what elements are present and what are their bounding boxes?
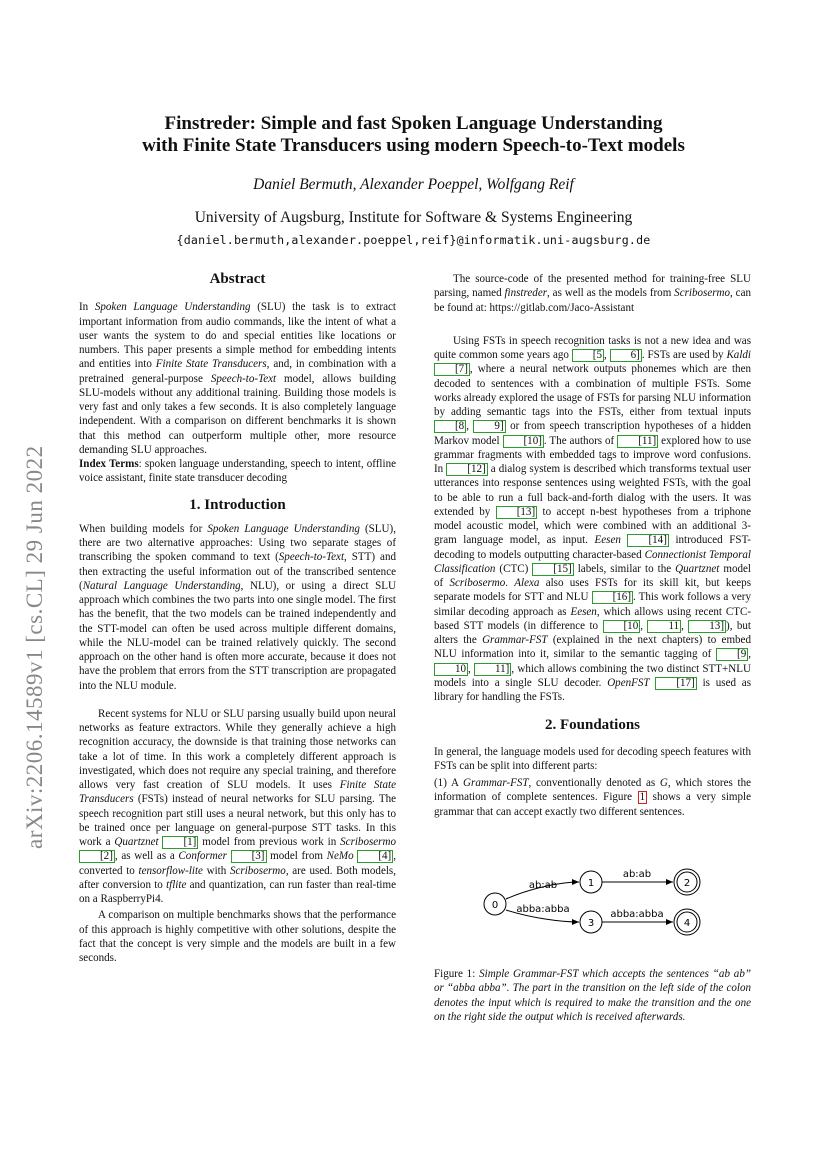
- edge-label-1-2: ab:ab: [622, 869, 652, 880]
- foundations-heading: 2. Foundations: [544, 717, 641, 734]
- state-label-0: 0: [491, 900, 499, 911]
- state-label-2: 2: [683, 878, 691, 889]
- index-terms: [79, 457, 396, 486]
- intro-paragraph-2: Recent systems for NLU or SLU parsing usually build upon neural networks as feature extractors. While they generally achieve a high recognition accuracy, the downside is that training those networks can take a lot of time. In this work a completely different approach is investigated, which does not require any special training, and therefore allows very fast creation of SLU models. It uses Finite State Transducers (FSTs) instead of neural networks for SLU parsing. The speech recognition part still uses a neural network, but this only has to be trained once per language on general-purpose STT tasks. In this work a Quartznet [1] model from previous work in Scribosermo [2] , as well as a Conformer [3] model from NeMo [4] , converted to tensorflow-lite with Scribosermo, are used. Both models, after conversion to tflite and quantization, can run faster than real-time on a RaspberryPi4.: [79, 707, 396, 905]
- source-code-paragraph: The source-code of the presented method for training-free SLU parsing, named finstreder, as well as the models from Scribosermo, can be found at: https://gitlab.com/Jaco-Assistant: [434, 273, 751, 314]
- edge-label-3-4: abba:abba: [610, 909, 664, 920]
- figure-caption-text: Simple Grammar-FST which accepts the sentences “ab ab” or “abba abba”. The part in the transition on the left side of the colon denotes the input which is required to make the transition and the one on the right side the output which is received afterwards.: [434, 968, 751, 1023]
- email: {daniel.bermuth,alexander.poeppel,reif}@informatik.uni-augsburg.de: [176, 233, 651, 247]
- introduction-heading: 1. Introduction: [189, 496, 286, 513]
- index-terms-label: Index Terms: [79, 458, 139, 470]
- figure-caption-label: Figure 1:: [434, 968, 476, 980]
- title-line-1: Finstreder: Simple and fast Spoken Language Understanding: [164, 113, 663, 134]
- foundations-paragraph-1: In general, the language models used for decoding speech features with FSTs can be split into different parts:: [434, 745, 751, 772]
- state-label-4: 4: [683, 918, 691, 929]
- figure-caption: [434, 967, 751, 1024]
- related-work-paragraph: Using FSTs in speech recognition tasks is not a new idea and was quite common some years ago [5 , 6] . FSTs are used by Kaldi [7] , where a neural network outputs phonemes which are then decoded to sentences with a combination of multiple FSTs. Some works already explored the usage of FSTs for parsing NLU information by adding semantic tags into the FSTs, either from textual inputs [8 , 9] or from speech transcription hypotheses of a hidden Markov model [10] . The authors of [11] explored how to use grammar fragments with embedded tags to improve word confusions. In [12] a dialog system is described which transforms textual user utterances into response sentences using weighted FSTs, with the goal to be able to run a full back-and-forth dialog with the users. It was extended by [13] to accept n-best hypotheses from a triphone model acoustic model, which were combined with an additional 3-gram language model, as input. Eesen [14] introduced FST-decoding to models outputting character-based Connectionist Temporal Classification (CTC) [15] labels, similar to the Quartznet model of Scribosermo. Alexa also uses FSTs for its skill kit, but keeps separate models for STT and NLU [16] . This work follows a very similar decoding approach as Eesen, which allows using recent CTC-based STT models (in difference to [10 , 11 , 13] ), but alters the Grammar-FST (explained in the next chapters) to embed NLU information into it, similar to the semantic tagging of [9 , 10 , 11] , which allows combining the two distinct STT+NLU models into a single SLU decoder. OpenFST [17] is used as library for handling the FSTs.: [434, 334, 752, 703]
- abstract-text: In Spoken Language Understanding (SLU) the task is to extract important information from audio commands, like the intent of what a user wants the system to do and special entities like locations or numbers. This paper presents a simple method for embedding intents and entities into Finite State Transducers, and, in combination with a pretrained general-purpose Speech-to-Text model, allows building SLU-models without any additional training. Building those models is very fast and only takes a few seconds. It is also completely language independent. With a comparison on different benchmarks it is shown that this method can outperform multiple other, more resource demanding SLU approaches.: [79, 301, 396, 456]
- grammar-fst-figure: [476, 860, 706, 944]
- right-column: [434, 272, 751, 819]
- abstract-heading: Abstract: [209, 271, 266, 287]
- title-line-2: with Finite State Transducers using modern Speech-to-Text models: [142, 135, 685, 156]
- arxiv-watermark: arXiv:2206.14589v1 [cs.CL] 29 Jun 2022: [22, 445, 47, 849]
- foundations-paragraph-2: (1) A Grammar-FST, conventionally denoted as G, which stores the information of complete sentences. Figure 1 shows a very simple grammar that can accept exactly two different sentences.: [434, 777, 751, 818]
- affiliation: University of Augsburg, Institute for Software & Systems Engineering: [194, 209, 633, 226]
- index-terms-text: : spoken language understanding, speech to intent, offline voice assistant, finite state transducer decoding: [79, 458, 396, 485]
- edge-label-0-3: abba:abba: [516, 904, 570, 915]
- paper-title: [100, 113, 727, 157]
- edge-label-0-1: ab:ab: [528, 880, 558, 891]
- intro-paragraph-1: When building models for Spoken Language Understanding (SLU), there are two alternative approaches: Using two separate stages of transcribing the spoken command to text (Speech-to-Text, STT) and then extracting the useful information out of the transcribed sentence (Natural Language Understanding, NLU), or using a direct SLU approach which combines the two parts into one single model. The first has the benefit, that the two models can be trained independently and the STT-model can often be used across multiple different domains, while the NLU-model can be trained relatively quickly. The second approach on the other hand is often more accurate, because it does not have the problem that errors from the STT transcription are propagated into the NLU module.: [79, 522, 396, 692]
- intro-paragraph-3: A comparison on multiple benchmarks shows that the performance of this approach is highly competitive with other solutions, despite the fact that the concept is very simple and the models are built in a few seconds.: [79, 909, 396, 964]
- authors: Daniel Bermuth, Alexander Poeppel, Wolfgang Reif: [253, 176, 574, 193]
- state-label-1: 1: [587, 878, 595, 889]
- state-label-3: 3: [587, 918, 595, 929]
- left-column: [79, 272, 396, 965]
